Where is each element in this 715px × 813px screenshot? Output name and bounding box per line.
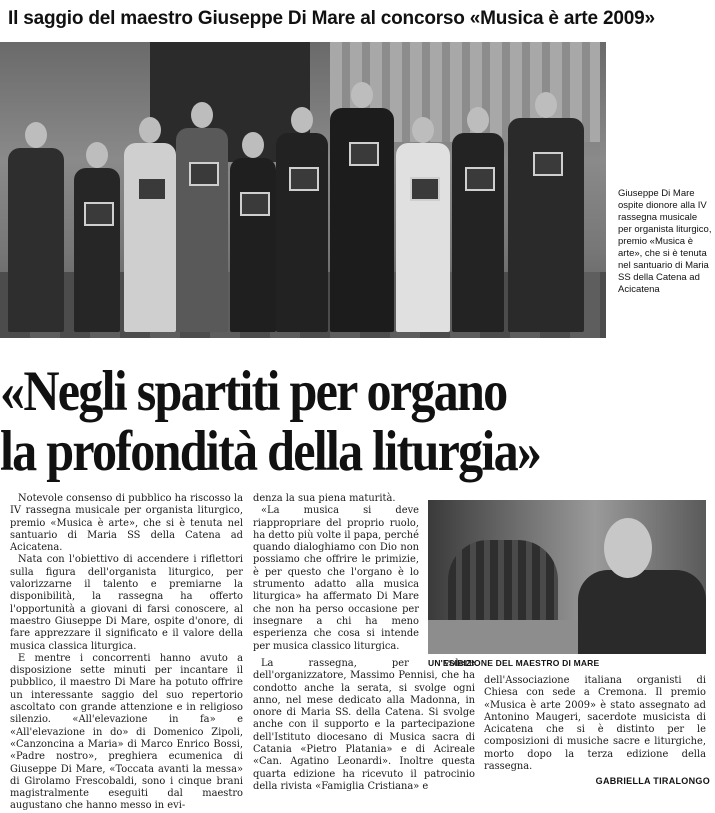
article-column-4: [484, 675, 706, 775]
group-photo: [0, 42, 606, 338]
photo-person: [276, 107, 328, 332]
article-column-3: [253, 658, 475, 792]
organist-figure: [578, 570, 706, 654]
photo-person: [8, 122, 64, 332]
byline: GABRIELLA TIRALONGO: [595, 776, 710, 786]
photo-person: [124, 117, 176, 332]
article-kicker: Il saggio del maestro Giuseppe Di Mare al concorso «Musica è arte 2009»: [8, 8, 655, 29]
article-column-1: [10, 493, 243, 812]
photo-person: [508, 92, 584, 332]
photo-caption: Giuseppe Di Mare ospite dionore alla IV rassegna musicale per organista liturgico, premio «Musica è arte», che si è tenuta nel santuario di Maria SS della Catena ad Acicatena: [618, 188, 712, 295]
organist-head: [604, 518, 652, 578]
photo-person: [330, 82, 394, 332]
photo-person: [74, 142, 120, 332]
organist-photo: [428, 500, 706, 654]
paragraph: E mentre i concorrenti hanno avuto a disposizione sette minuti per incantare il pubblico, il maestro Di Mare ha potuto offrire un interessante saggio del suo repertorio ascoltato con grande attenzione e in religioso silenzio. «All'elevazione in fa» e «All'elevazione in do» di Domenico Zipoli, «Canzoncina a Maria» di Marco Enrico Bossi, «Padre nostro», preghiera ecumenica di Giuseppe Di Mare, «Toccata avanti la messa» di Girolamo Frescobaldi, sono i cinque brani magistralmente eseguiti dal maestro augustano che hanno messo in evi-: [10, 652, 243, 812]
paragraph: Nata con l'obiettivo di accendere i riflettori sulla figura dell'organista liturgico, per valorizzarne il talento e premiarne la disponibilità, la rassegna ha offerto l'opportunità a giovani di farsi conoscere, al maestro Giuseppe Di Mare, ospite d'onore, di fare apprezzare il significato e il valore della musica classica liturgica.: [10, 554, 243, 652]
photo-person: [176, 102, 228, 332]
photo-person: [396, 117, 450, 332]
photo-person: [230, 132, 276, 332]
photo-person: [452, 107, 504, 332]
paragraph: Notevole consenso di pubblico ha riscosso la IV rassegna musicale per organista liturgico, premio «Musica è arte», che si è tenuta nel santuario di Maria SS della Catena ad Acicatena.: [10, 493, 243, 554]
headline: [0, 362, 715, 492]
paragraph: dell'Associazione italiana organisti di Chiesa con sede a Cremona. Il premio «Musica è arte 2009» è stato assegnato ad Antonino Maugeri, sacerdote musicista di Acicatena che si è distinto per le composizioni di musiche sacre e liturgiche, morto dopo la terza edizione della rassegna.: [484, 675, 706, 773]
paragraph: La rassegna, per volere dell'organizzatore, Massimo Pennisi, che ha condotto anche la serata, si svolge ogni anno, nel mese dedicato alla Madonna, in onore di Maria SS. della Catena. Si svolge anche con il supporto e la partecipazione dell'Istituto diocesano di Musica sacra di Catania «Pietro Platania» e di Acireale «Can. Agatino Leonardi». Inoltre questa quarta edizione ha ricevuto il patrocinio della rivista «Famiglia Cristiana» e: [253, 658, 475, 792]
paragraph: «La musica si deve riappropriare del proprio ruolo, ha detto più volte il papa, perché quando dialoghiamo con Dio non possiamo che offrire le primizie, è per questo che l'organo è lo strumento adatto alla musica liturgica» ha affermato Di Mare che non ha perso occasione per insegnare a chi ha meno esperienza che cosa si intende per musica classico liturgica.: [253, 505, 419, 652]
headline-line-2: la profondità della liturgia»: [0, 420, 541, 483]
organ-pipes: [448, 540, 558, 630]
headline-line-1: «Negli spartiti per organo: [0, 360, 507, 423]
paragraph: denza la sua piena maturità.: [253, 493, 396, 504]
organist-photo-caption: UN'ESIBIZIONE DEL MAESTRO DI MARE: [428, 658, 600, 668]
